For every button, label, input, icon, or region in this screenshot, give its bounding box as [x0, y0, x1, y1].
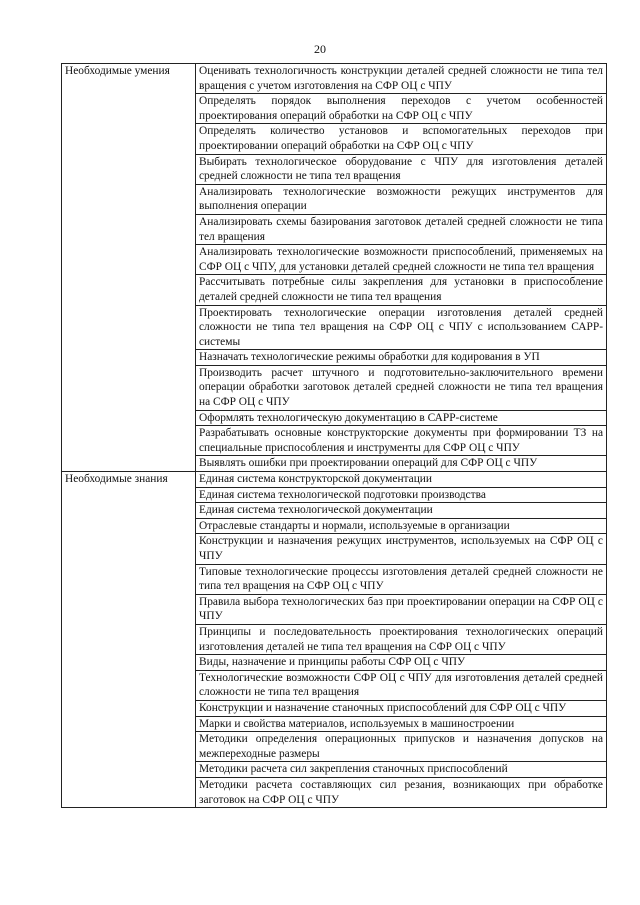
section-item-text: Назначать технологические режимы обработки для кодирования в УП: [199, 351, 540, 364]
section-item-text: Типовые технологические процессы изготовления деталей средней сложности не типа тел вращения на СФР ОЦ с ЧПУ: [199, 565, 603, 593]
table-row: [62, 64, 607, 94]
requirements-table: [61, 63, 607, 808]
section-item-text: Оформлять технологическую документацию в САРР-системе: [199, 411, 498, 424]
section-item: [196, 700, 607, 716]
section-item-text: Принципы и последовательность проектирования технологических операций изготовления деталей не типа тел вращения на СФР ОЦ с ЧПУ: [199, 625, 603, 653]
section-item-text: Конструкции и назначение станочных приспособлений для СФР ОЦ с ЧПУ: [199, 701, 567, 714]
section-item: [196, 487, 607, 503]
section-item-text: Марки и свойства материалов, используемых в машиностроении: [199, 717, 515, 730]
table-row: [62, 472, 607, 488]
section-item: [196, 350, 607, 366]
section-item: [196, 716, 607, 732]
section-label: Необходимые умения: [62, 64, 196, 472]
section-item: [196, 154, 607, 184]
section-item: [196, 655, 607, 671]
section-item: [196, 275, 607, 305]
section-item: [196, 762, 607, 778]
section-item: [196, 245, 607, 275]
section-item-text: Определять порядок выполнения переходов с учетом особенностей проектирования операций обработки на СФР ОЦ с ЧПУ: [199, 95, 603, 122]
section-item: [196, 534, 607, 564]
section-item-text: Рассчитывать потребные силы закрепления для установки в приспособление деталей средней сложности не типа тел вращения: [199, 276, 603, 303]
section-item-text: Конструкции и назначения режущих инструментов, используемых на СФР ОЦ с ЧПУ: [199, 535, 603, 562]
section-item: [196, 594, 607, 624]
page-number: 20: [314, 42, 326, 56]
section-item: [196, 564, 607, 594]
section-item-text: Анализировать схемы базирования заготовок деталей средней сложности не типа тел вращения: [199, 215, 603, 243]
section-item-text: Отраслевые стандарты и нормали, используемые в организации: [199, 519, 510, 532]
section-item: [196, 456, 607, 472]
section-item: [196, 124, 607, 154]
section-item-text: Виды, назначение и принципы работы СФР ОЦ с ЧПУ: [199, 656, 466, 669]
section-item-text: Разрабатывать основные конструкторские документы при формировании ТЗ на специальные приспособления и инструменты для СФР ОЦ с ЧПУ: [199, 427, 603, 454]
section-item-text: Методики определения операционных припусков и назначения допусков на межпереходные размеры: [199, 733, 603, 760]
section-item: [196, 518, 607, 534]
section-item: [196, 305, 607, 350]
section-item-text: Определять количество установов и вспомогательных переходов при проектировании операций обработки на СФР ОЦ с ЧПУ: [199, 125, 603, 152]
requirements-table-body: [62, 64, 607, 808]
section-item: [196, 624, 607, 654]
section-item: [196, 732, 607, 762]
section-item-text: Производить расчет штучного и подготовительно-заключительного времени операции обработки заготовок деталей средней сложности не типа тел вращения на СФР ОЦ с ЧПУ: [199, 366, 603, 409]
section-item: [196, 503, 607, 519]
section-item-text: Методики расчета сил закрепления станочных приспособлений: [199, 763, 508, 776]
section-item-text: Методики расчета составляющих сил резания, возникающих при обработке заготовок на СФР ОЦ с ЧПУ: [199, 778, 603, 806]
section-item-text: Единая система технологической документации: [199, 504, 433, 517]
section-item: [196, 214, 607, 244]
section-item: [196, 426, 607, 456]
section-item: [196, 94, 607, 124]
section-item-text: Единая система конструкторской документации: [199, 473, 433, 486]
section-item-text: Анализировать технологические возможности приспособлений, применяемых на СФР ОЦ с ЧПУ, для установки деталей средней сложности не типа тел вращения: [199, 246, 603, 273]
section-item-text: Правила выбора технологических баз при проектировании операции на СФР ОЦ с ЧПУ: [199, 595, 603, 623]
section-item-text: Технологические возможности СФР ОЦ с ЧПУ для изготовления деталей средней сложности не типа тел вращения: [199, 671, 603, 699]
section-item-text: Оценивать технологичность конструкции деталей средней сложности не типа тел вращения с учетом изготовления на СФР ОЦ с ЧПУ: [199, 65, 603, 92]
section-item-text: Выбирать технологическое оборудование с ЧПУ для изготовления деталей средней сложности не типа тел вращения: [199, 155, 603, 183]
section-item: [196, 472, 607, 488]
section-item-text: Выявлять ошибки при проектировании операций для СФР ОЦ с ЧПУ: [199, 457, 538, 470]
section-item: [196, 184, 607, 214]
section-item-text: Анализировать технологические возможности режущих инструментов для выполнения операции: [199, 185, 603, 213]
section-item-text: Проектировать технологические операции изготовления деталей средней сложности не типа тел вращения на СФР ОЦ с ЧПУ с использованием САРР-системы: [199, 306, 603, 348]
section-item: [196, 410, 607, 426]
section-item-text: Единая система технологической подготовки производства: [199, 488, 486, 501]
section-item: [196, 777, 607, 807]
section-label: Необходимые знания: [62, 472, 196, 808]
section-item: [196, 670, 607, 700]
section-item: [196, 365, 607, 410]
section-item: [196, 64, 607, 94]
